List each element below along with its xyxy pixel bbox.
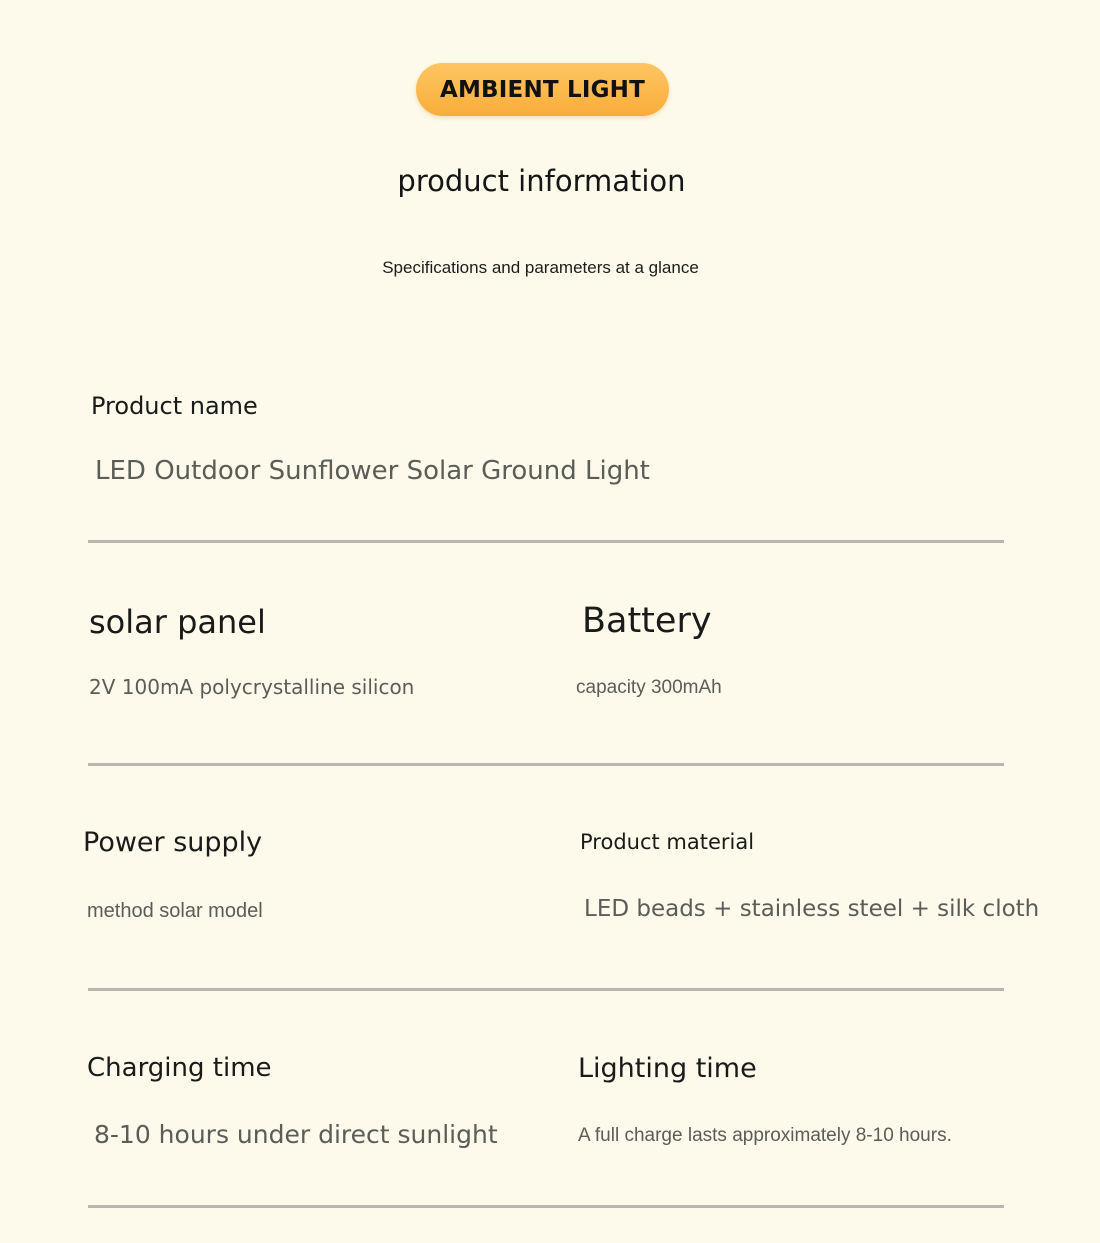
solar-panel-label: solar panel [89, 603, 266, 641]
battery-value: capacity 300mAh [576, 677, 722, 698]
solar-panel-value: 2V 100mA polycrystalline silicon [89, 675, 415, 699]
lighting-time-value: A full charge lasts approximately 8-10 hours. [578, 1125, 952, 1146]
divider [88, 540, 1004, 543]
battery-label: Battery [582, 601, 712, 641]
page-subtitle: Specifications and parameters at a glance [382, 258, 699, 277]
product-material-value: LED beads + stainless steel + silk cloth [584, 896, 1040, 922]
ambient-light-badge: AMBIENT LIGHT [416, 63, 669, 116]
product-name-label: Product name [91, 392, 258, 420]
divider [88, 988, 1004, 991]
charging-time-value: 8-10 hours under direct sunlight [94, 1120, 498, 1149]
product-material-label: Product material [580, 830, 755, 854]
lighting-time-label: Lighting time [578, 1053, 757, 1084]
charging-time-label: Charging time [87, 1053, 272, 1083]
power-supply-label: Power supply [83, 827, 263, 858]
product-name-value: LED Outdoor Sunflower Solar Ground Light [95, 456, 650, 486]
divider [88, 763, 1004, 766]
page-title: product information [397, 164, 686, 198]
divider [88, 1205, 1004, 1208]
power-supply-value: method solar model [87, 900, 263, 922]
